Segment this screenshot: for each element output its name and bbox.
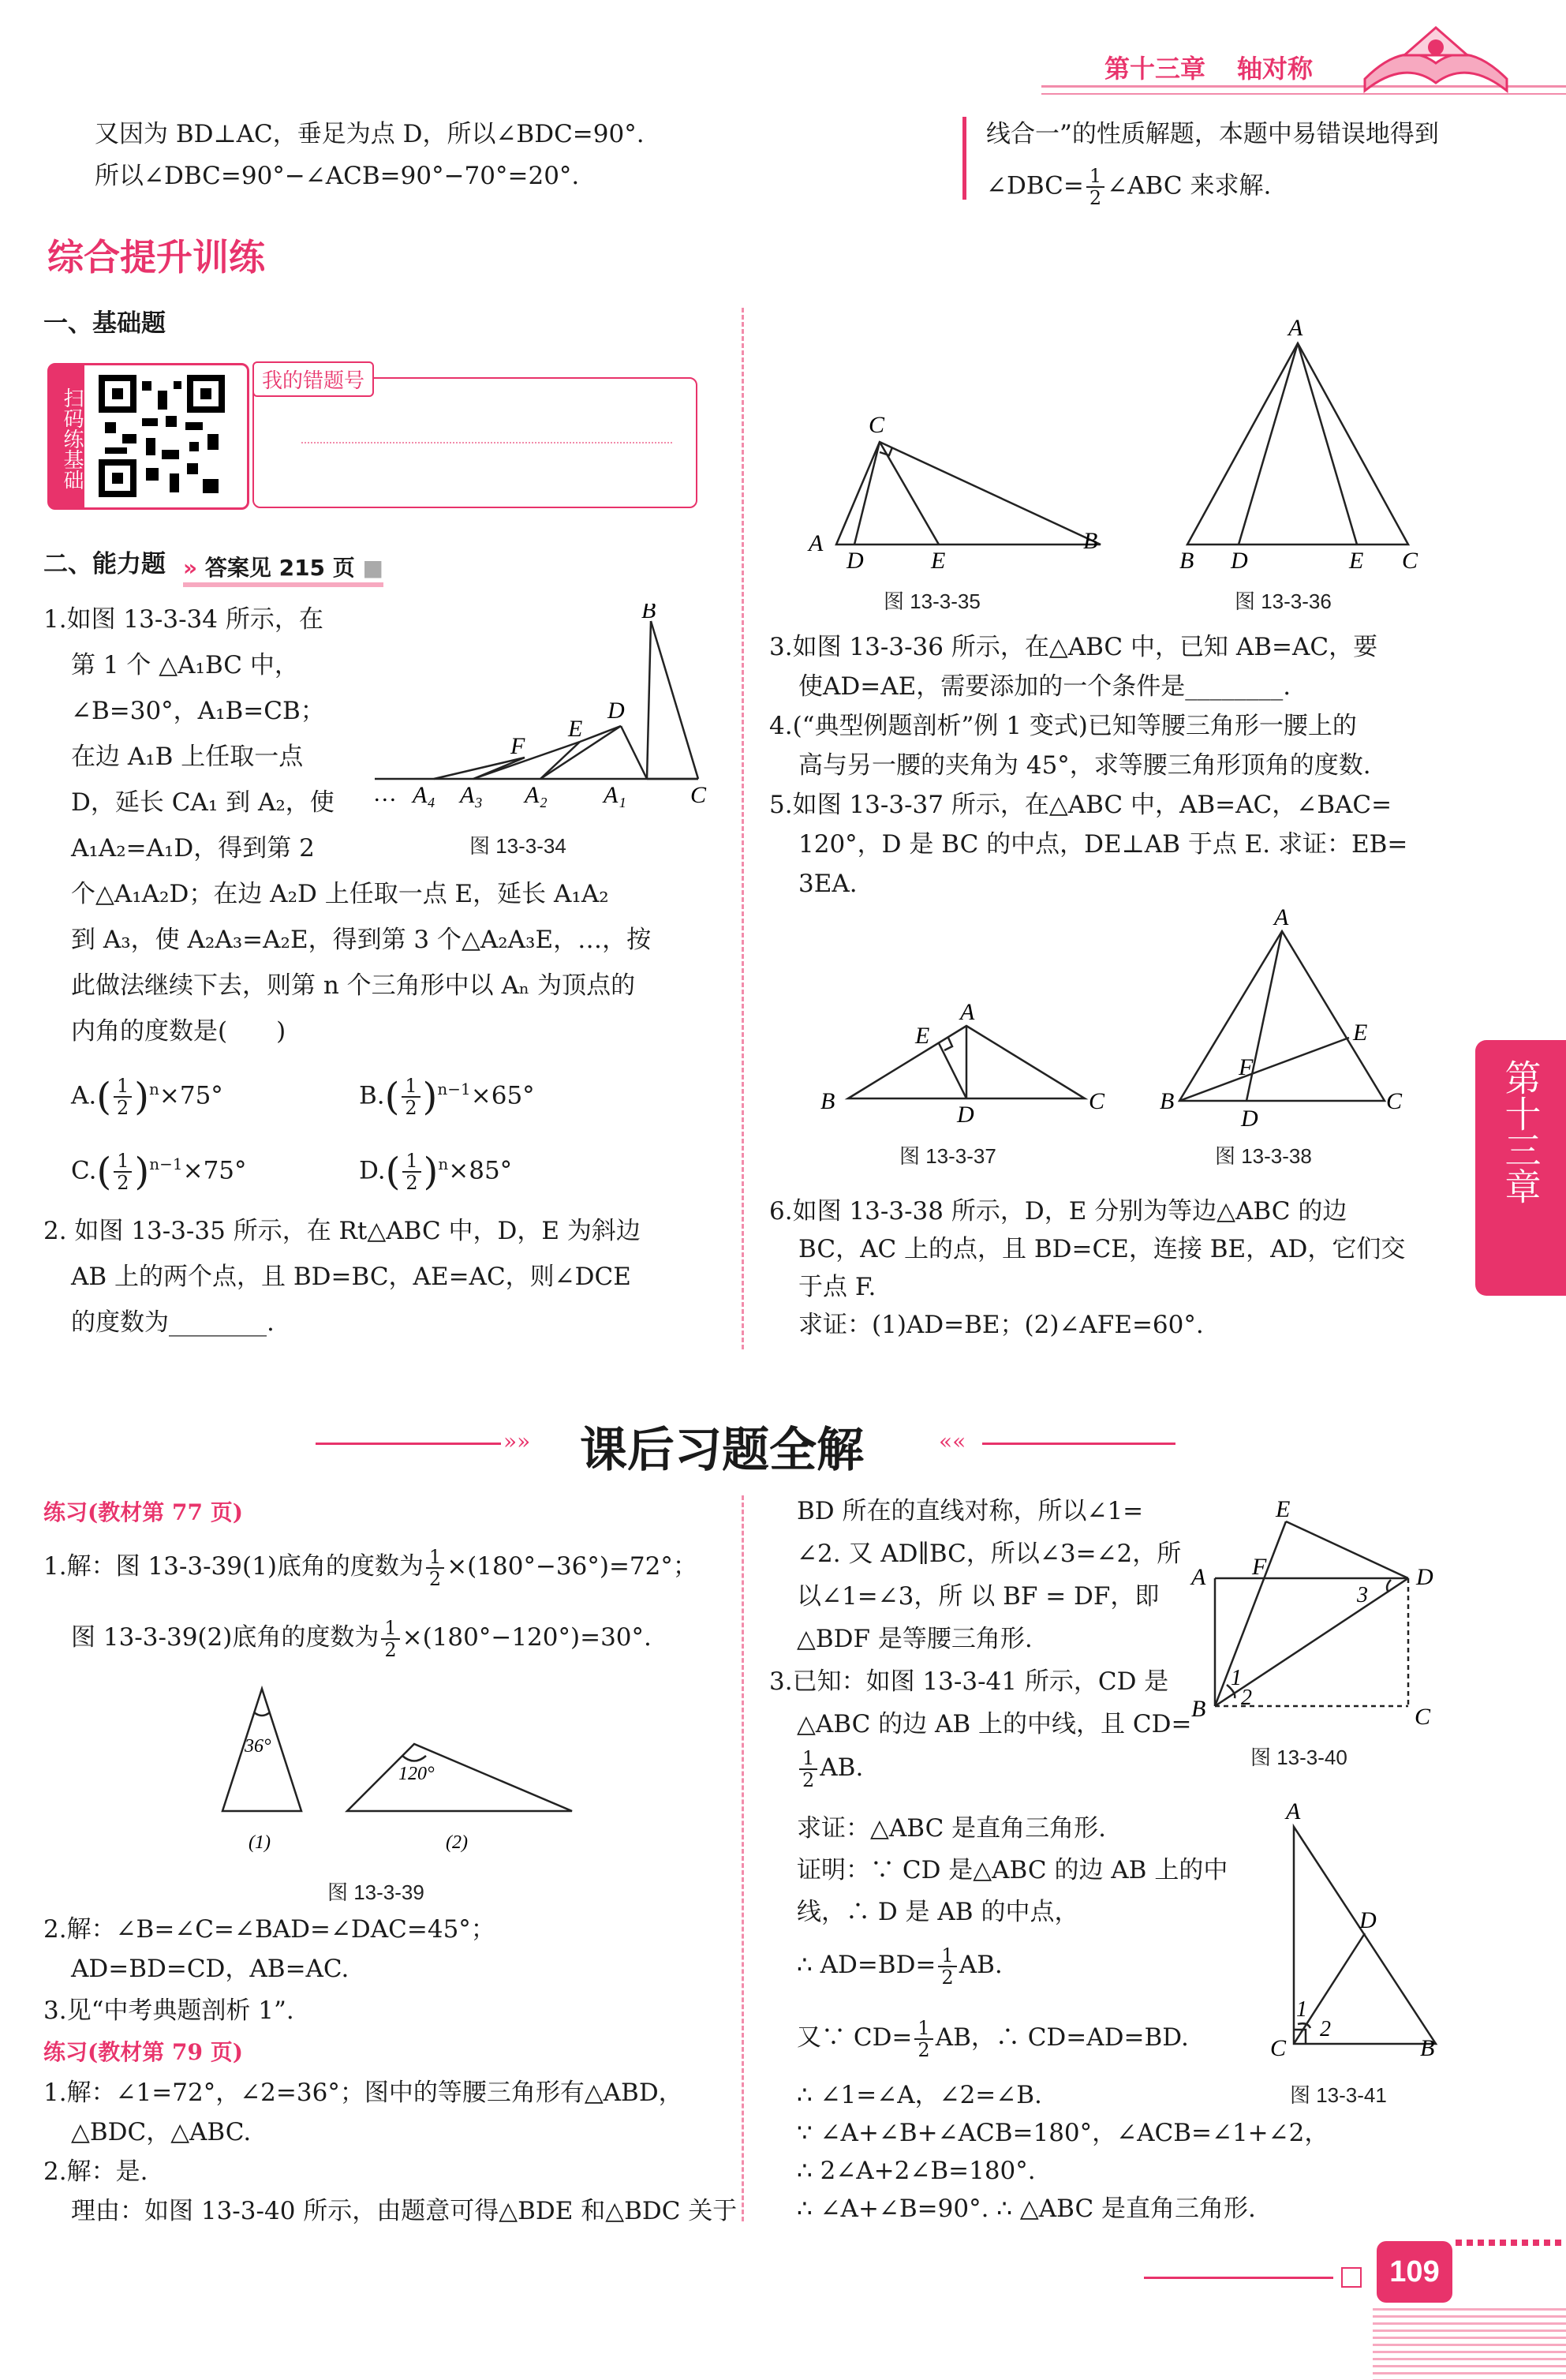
q6-line2: BC，AC 上的点，且 BD=CE，连接 BE，AD，它们交 bbox=[798, 1235, 1406, 1263]
q1-line1: 1.如图 13-3-34 所示，在 bbox=[43, 605, 323, 634]
answer-ref-text: 答案见 215 页 bbox=[204, 555, 355, 581]
fig34-label-a3: A₃ bbox=[460, 782, 483, 808]
practice79-reason: 理由：如图 13-3-40 所示，由题意可得△BDE 和△BDC 关于 bbox=[71, 2197, 738, 2225]
right-sol-proof4: 又∵ CD= $\frac{1}{2}$ AB，∴ CD=AD=BD. bbox=[797, 2016, 1189, 2061]
practice77-s1: 1.解：图 13-3-39(1)底角的度数为 $\frac{1}{2}$ ×(180°−36°)=72°； bbox=[43, 1545, 697, 1590]
right-sol-proof6: ∵ ∠A+∠B+∠ACB=180°，∠ACB=∠1+∠2， bbox=[797, 2119, 1329, 2147]
q3-line1: 3.如图 13-3-36 所示，在△ABC 中，已知 AB=AC，要 bbox=[769, 633, 1378, 661]
right-sol-prove: 求证：△ABC 是直角三角形. bbox=[797, 1814, 1107, 1843]
caption-13-3-41: 图 13-3-41 bbox=[1290, 2083, 1387, 2107]
right-sol-ab: $\frac{1}{2}$ AB. bbox=[797, 1744, 863, 1791]
fig37-label-a: A bbox=[960, 999, 975, 1025]
practice79-s1-line2: △BDC，△ABC. bbox=[71, 2118, 252, 2146]
fig41-label-c: C bbox=[1270, 2035, 1287, 2060]
q6-line3: 于点 F. bbox=[798, 1273, 876, 1301]
footer-rule bbox=[1144, 2277, 1333, 2279]
fig36-label-b: B bbox=[1179, 548, 1194, 572]
fig34-label-d: D bbox=[607, 698, 625, 724]
fig34-label-c: C bbox=[690, 782, 707, 808]
q6-line1: 6.如图 13-3-38 所示，D，E 分别为等边△ABC 的边 bbox=[769, 1197, 1347, 1226]
figure-13-3-35 bbox=[801, 406, 1116, 572]
fig34-label-a4: A₄ bbox=[413, 782, 435, 808]
fig37-label-c: C bbox=[1089, 1088, 1105, 1114]
caption-13-3-35: 图 13-3-35 bbox=[884, 589, 981, 613]
top-right-line2: ∠DBC= $\frac{1}{2}$ ∠ABC 来求解. bbox=[986, 165, 1272, 209]
fig40-label-2: 2 bbox=[1241, 1686, 1252, 1710]
right-sol-proof3: ∴ AD=BD= $\frac{1}{2}$ AB. bbox=[797, 1944, 1003, 1989]
practice79-heading: 练习(教材第 79 页) bbox=[43, 2039, 243, 2065]
caption-13-3-37: 图 13-3-37 bbox=[899, 1144, 996, 1168]
header-book-icon bbox=[1357, 24, 1515, 96]
fig34-label-a1: A₁ bbox=[604, 782, 626, 808]
header-title: 轴对称 bbox=[1237, 54, 1314, 84]
fig38-label-c: C bbox=[1386, 1088, 1403, 1114]
fig35-label-b: B bbox=[1083, 528, 1098, 554]
header-chapter: 第十三章 bbox=[1104, 54, 1206, 84]
column-divider bbox=[742, 308, 744, 1349]
q4-line1: 4.(“典型例题剖析”例 1 变式)已知等腰三角形一腰上的 bbox=[769, 712, 1357, 740]
fig35-label-c: C bbox=[869, 412, 885, 438]
fig37-label-e: E bbox=[915, 1023, 930, 1049]
fig41-label-2: 2 bbox=[1320, 2017, 1331, 2041]
fig40-label-1: 1 bbox=[1231, 1666, 1242, 1690]
right-sol-line4: △BDF 是等腰三角形. bbox=[797, 1625, 1033, 1653]
basic-heading: 一、基础题 bbox=[43, 309, 166, 338]
q2-line3: 的度数为________. bbox=[71, 1308, 275, 1337]
fig40-label-a: A bbox=[1191, 1564, 1206, 1590]
fig41-label-a: A bbox=[1286, 1799, 1301, 1824]
fig36-label-a: A bbox=[1288, 315, 1303, 341]
practice79-s2: 2.解：是. bbox=[43, 2157, 148, 2186]
caption-13-3-34: 图 13-3-34 bbox=[469, 834, 566, 858]
fig34-label-f: F bbox=[510, 733, 525, 759]
figure-13-3-36 bbox=[1172, 312, 1432, 572]
figure-13-3-37 bbox=[817, 994, 1116, 1128]
right-sol-proof7: ∴ 2∠A+2∠B=180°. bbox=[797, 2157, 1036, 2185]
side-tab-label: 第十三章 bbox=[1499, 1059, 1542, 1204]
right-sol-line3: 以∠1=∠3，所 以 BF = DF，即 bbox=[797, 1582, 1160, 1611]
figure-13-3-41 bbox=[1266, 1799, 1456, 2060]
figure-13-3-38 bbox=[1156, 907, 1416, 1132]
error-label: 我的错题号 bbox=[252, 361, 374, 397]
solutions-arrows-left: »» bbox=[503, 1428, 531, 1454]
q4-line2: 高与另一腰的夹角为 45°，求等腰三角形顶角的度数. bbox=[798, 751, 1371, 780]
right-sol-line6: △ABC 的边 AB 上的中线，且 CD= bbox=[797, 1710, 1192, 1738]
practice77-s2-line1: 2.解：∠B=∠C=∠BAD=∠DAC=45°； bbox=[43, 1915, 495, 1944]
fig38-label-f: F bbox=[1239, 1054, 1254, 1080]
solutions-rule-left bbox=[316, 1443, 501, 1445]
q1-line5: D，延长 CA₁ 到 A₂，使 bbox=[71, 788, 335, 817]
q1-line7: 个△A₁A₂D；在边 A₂D 上任取一点 E，延长 A₁A₂ bbox=[71, 880, 609, 908]
top-left-line1: 又因为 BD⊥AC，垂足为点 D，所以∠BDC=90°. bbox=[95, 120, 645, 148]
q1-line2: 第 1 个 △A₁BC 中， bbox=[71, 651, 299, 679]
bottom-column-divider bbox=[742, 1495, 744, 2221]
fig39-angle-120: 120° bbox=[398, 1764, 435, 1784]
fig40-label-c: C bbox=[1415, 1704, 1431, 1728]
square-icon: ■ bbox=[362, 555, 384, 581]
fig38-label-e: E bbox=[1353, 1020, 1368, 1046]
fig34-label-dots: … bbox=[375, 780, 396, 806]
fig34-label-b: B bbox=[641, 604, 656, 623]
solutions-rule-right bbox=[982, 1443, 1175, 1445]
practice79-s1-line1: 1.解：∠1=72°，∠2=36°；图中的等腰三角形有△ABD， bbox=[43, 2079, 683, 2107]
q1-line4: 在边 A₁B 上任取一点 bbox=[71, 743, 304, 771]
figure-13-3-39 bbox=[213, 1681, 592, 1858]
practice77-s2-line2: AD=BD=CD，AB=AC. bbox=[71, 1955, 349, 1983]
section-title: 综合提升训练 bbox=[47, 236, 265, 279]
scan-label: 扫码练基础 bbox=[50, 365, 84, 507]
q1-line6: A₁A₂=A₁D，得到第 2 bbox=[71, 834, 315, 863]
q2-line2: AB 上的两个点，且 BD=BC，AE=AC，则∠DCE bbox=[71, 1263, 631, 1291]
q1-option-a[interactable]: A.( $\frac{1}{2}$ )$^n$×75° bbox=[71, 1074, 223, 1119]
q1-line3: ∠B=30°，A₁B=CB； bbox=[71, 697, 325, 725]
fig41-label-d: D bbox=[1359, 1907, 1377, 1933]
note-bar bbox=[962, 117, 966, 200]
right-sol-line2: ∠2. 又 AD∥BC，所以∠3=∠2，所 bbox=[797, 1540, 1182, 1568]
figure-13-3-34 bbox=[367, 604, 722, 825]
practice77-heading: 练习(教材第 77 页) bbox=[43, 1499, 243, 1525]
right-sol-line5: 3.已知：如图 13-3-41 所示，CD 是 bbox=[769, 1667, 1169, 1696]
fig34-label-a2: A₂ bbox=[525, 782, 548, 808]
right-sol-proof2: 线，∴ D 是 AB 的中点， bbox=[797, 1898, 1079, 1926]
error-box[interactable] bbox=[252, 369, 697, 508]
page-number: 109 bbox=[1377, 2241, 1452, 2303]
q1-line10: 内角的度数是( ) bbox=[71, 1017, 286, 1046]
footer-stripes bbox=[1373, 2308, 1566, 2380]
q5-line2: 120°，D 是 BC 的中点，DE⊥AB 于点 E. 求证：EB= bbox=[798, 830, 1408, 859]
answer-ref bbox=[183, 551, 383, 587]
q1-line8: 到 A₃，使 A₂A₃=A₂E，得到第 3 个△A₂A₃E，…，按 bbox=[71, 926, 652, 954]
fig39-angle-36: 36° bbox=[245, 1736, 271, 1757]
q1-option-b[interactable]: B.( $\frac{1}{2}$ )$^{n-1}$×65° bbox=[359, 1074, 535, 1119]
error-line bbox=[301, 442, 672, 443]
top-right-line1: 线合一”的性质解题，本题中易错误地得到 bbox=[986, 120, 1439, 148]
fig37-label-d: D bbox=[957, 1102, 974, 1128]
q2-line1: 2. 如图 13-3-35 所示，在 Rt△ABC 中，D，E 为斜边 bbox=[43, 1217, 641, 1245]
top-left-line2: 所以∠DBC=90°−∠ACB=90°−70°=20°. bbox=[95, 162, 580, 190]
q1-option-c[interactable]: C.( $\frac{1}{2}$ )$^{n-1}$×75° bbox=[71, 1149, 247, 1194]
right-sol-proof1: 证明：∵ CD 是△ABC 的边 AB 上的中 bbox=[797, 1856, 1228, 1884]
fig40-label-b: B bbox=[1191, 1696, 1206, 1722]
fig38-label-a: A bbox=[1274, 907, 1289, 930]
fig36-label-e: E bbox=[1349, 548, 1364, 572]
fig34-label-e: E bbox=[568, 716, 583, 742]
qr-code-icon[interactable] bbox=[99, 375, 225, 497]
q5-line1: 5.如图 13-3-37 所示，在△ABC 中，AB=AC，∠BAC= bbox=[769, 791, 1392, 819]
fig35-label-a: A bbox=[809, 530, 824, 556]
scan-box bbox=[47, 363, 249, 510]
ability-heading: 二、能力题 bbox=[43, 550, 166, 578]
side-chapter-tab bbox=[1475, 1040, 1566, 1296]
q3-line2: 使AD=AE，需要添加的一个条件是________. bbox=[798, 672, 1291, 701]
q6-line4: 求证：(1)AD=BE；(2)∠AFE=60°. bbox=[798, 1311, 1204, 1339]
right-sol-proof8: ∴ ∠A+∠B=90°. ∴ △ABC 是直角三角形. bbox=[797, 2195, 1256, 2223]
fig40-label-f: F bbox=[1252, 1554, 1267, 1580]
fig41-label-b: B bbox=[1420, 2035, 1435, 2060]
q1-option-d[interactable]: D.( $\frac{1}{2}$ )$^n$×85° bbox=[359, 1149, 513, 1194]
fig35-label-d: D bbox=[847, 548, 864, 572]
practice77-s1b: 图 13-3-39(2)底角的度数为 $\frac{1}{2}$ ×(180°−120°)=30°. bbox=[71, 1616, 652, 1661]
solutions-title: 课后习题全解 bbox=[580, 1423, 864, 1478]
right-sol-line1: BD 所在的直线对称，所以∠1= bbox=[797, 1497, 1144, 1525]
fig40-label-d: D bbox=[1416, 1564, 1433, 1590]
fig35-label-e: E bbox=[931, 548, 946, 572]
fig36-label-c: C bbox=[1402, 548, 1418, 572]
caption-13-3-40: 图 13-3-40 bbox=[1250, 1746, 1347, 1769]
footer-square-icon bbox=[1341, 2267, 1362, 2288]
fig39-sub-2: (2) bbox=[446, 1832, 468, 1853]
fig36-label-d: D bbox=[1231, 548, 1248, 572]
fig39-sub-1: (1) bbox=[249, 1832, 271, 1853]
fig37-label-b: B bbox=[820, 1088, 835, 1114]
fig41-label-1: 1 bbox=[1296, 1997, 1307, 2022]
caption-13-3-36: 图 13-3-36 bbox=[1235, 589, 1332, 613]
caption-13-3-39: 图 13-3-39 bbox=[327, 1880, 424, 1904]
fig38-label-d: D bbox=[1241, 1106, 1258, 1132]
footer-dots bbox=[1456, 2240, 1566, 2246]
q5-line3: 3EA. bbox=[798, 870, 858, 898]
fig38-label-b: B bbox=[1160, 1088, 1175, 1114]
right-sol-proof5: ∴ ∠1=∠A，∠2=∠B. bbox=[797, 2081, 1042, 2109]
double-arrow-icon: » bbox=[183, 555, 198, 581]
fig40-label-e: E bbox=[1276, 1499, 1291, 1522]
q1-line9: 此做法继续下去，则第 n 个三角形中以 Aₙ 为顶点的 bbox=[71, 971, 636, 1000]
figure-13-3-40 bbox=[1187, 1499, 1448, 1728]
practice77-s3: 3.见“中考典题剖析 1”. bbox=[43, 1996, 294, 2025]
caption-13-3-38: 图 13-3-38 bbox=[1215, 1144, 1312, 1168]
fig40-label-3: 3 bbox=[1357, 1583, 1368, 1607]
solutions-arrows-right: «« bbox=[939, 1428, 966, 1454]
